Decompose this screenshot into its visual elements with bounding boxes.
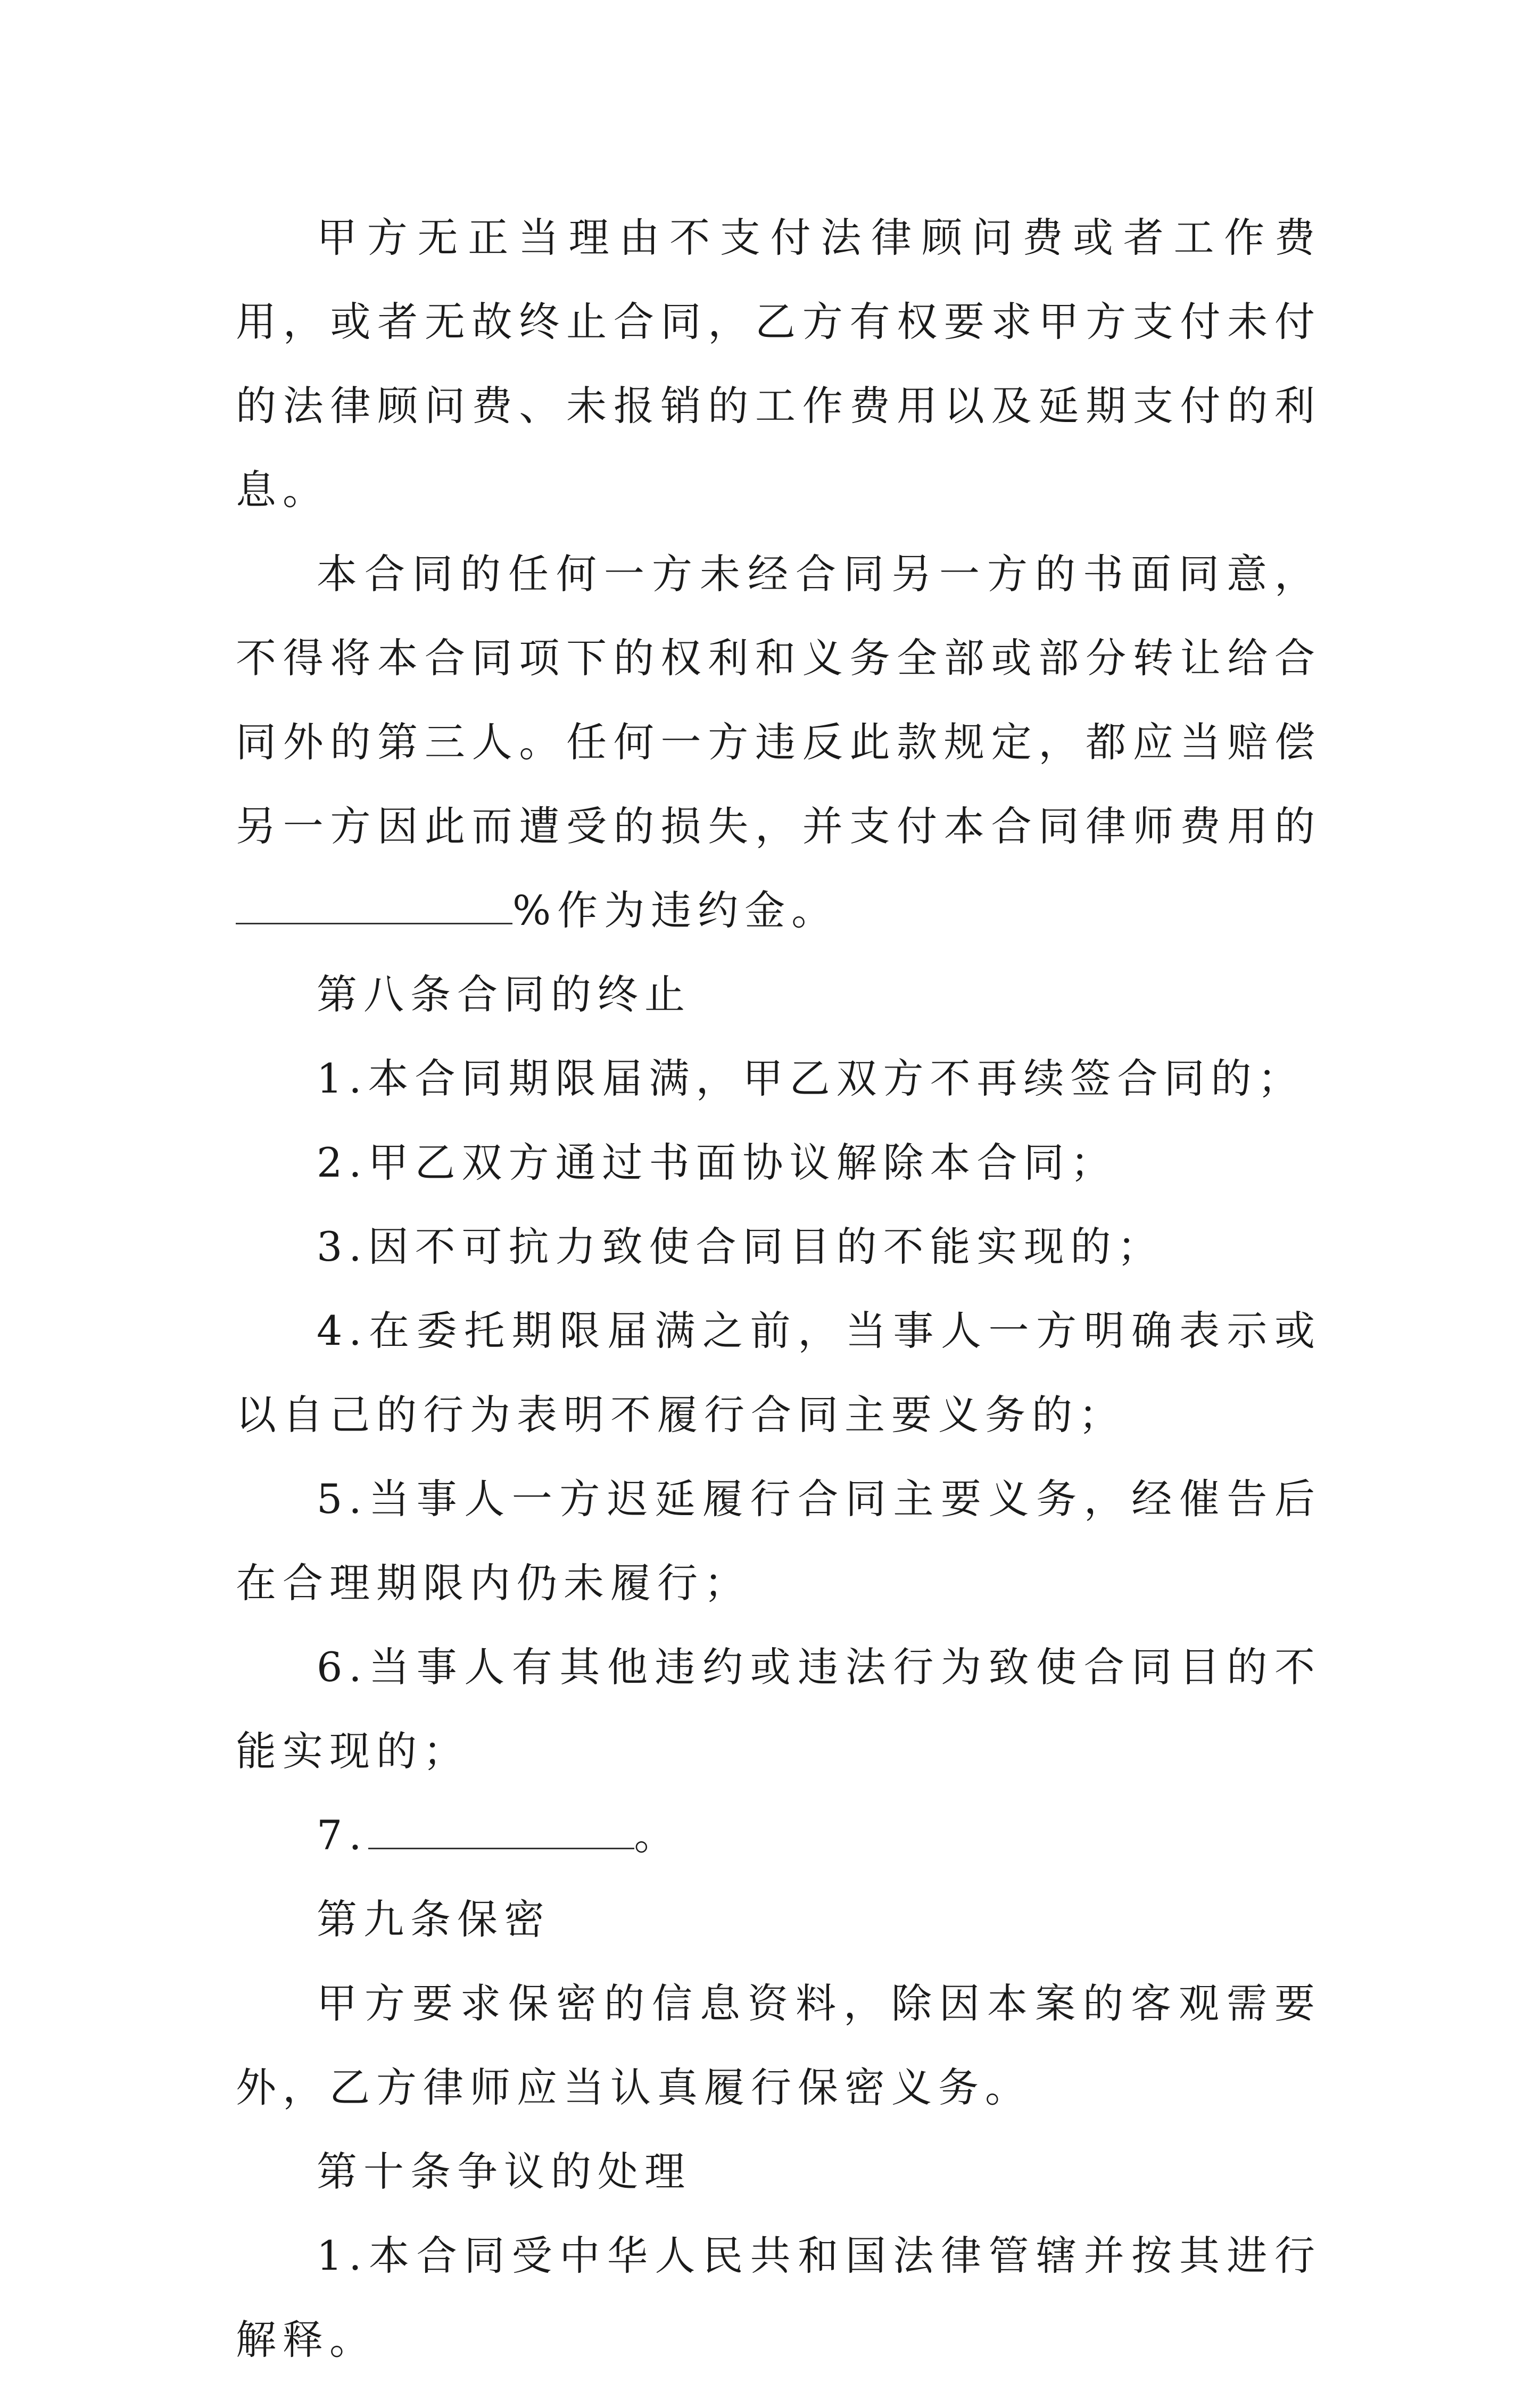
- document-body: [236, 196, 1321, 2382]
- list-item: [236, 1121, 1321, 1205]
- paragraph-text: %作为违约金。: [512, 887, 839, 934]
- section-heading-text: 第九条保密: [317, 1896, 551, 1943]
- paragraph: [236, 532, 1321, 953]
- section-heading: [236, 2130, 1321, 2214]
- list-item-text: 5.当事人一方迟延履行合同主要义务，经催告后在合理期限内仍未履行；: [236, 1475, 1321, 1607]
- list-item: [236, 1457, 1321, 1625]
- section-heading: [236, 953, 1321, 1037]
- list-item: [236, 1289, 1321, 1457]
- paragraph-text: 甲方无正当理由不支付法律顾问费或者工作费用，或者无故终止合同，乙方有权要求甲方支付未付的法律顾问费、未报销的工作费用以及延期支付的利息。: [236, 214, 1321, 514]
- list-item-text: 1.本合同受中华人民共和国法律管辖并按其进行解释。: [236, 2232, 1321, 2363]
- list-item-text: 4.在委托期限届满之前，当事人一方明确表示或以自己的行为表明不履行合同主要义务的；: [236, 1307, 1321, 1438]
- paragraph-text: 甲方要求保密的信息资料，除因本案的客观需要外，乙方律师应当认真履行保密义务。: [236, 1980, 1321, 2111]
- paragraph-text: 本合同的任何一方未经合同另一方的书面同意，不得将本合同项下的权利和义务全部或部分转让给合同外的第三人。任何一方违反此款规定，都应当赔偿另一方因此而遭受的损失，并支付本合同律师费用的: [236, 550, 1321, 850]
- section-heading-text: 第十条争议的处理: [317, 2148, 691, 2195]
- paragraph: [236, 196, 1321, 532]
- list-item: [236, 1037, 1321, 1121]
- list-item-text: 。: [634, 1812, 681, 1859]
- list-item-text: 7.: [317, 1812, 368, 1859]
- section-heading: [236, 1878, 1321, 1962]
- list-item: [236, 1793, 1321, 1878]
- list-item-text: 1.本合同期限届满，甲乙双方不再续签合同的；: [317, 1055, 1305, 1102]
- list-item-text: 6.当事人有其他违约或违法行为致使合同目的不能实现的；: [236, 1643, 1321, 1775]
- list-item-text: 2.甲乙双方通过书面协议解除本合同；: [317, 1139, 1117, 1186]
- list-item: [236, 2214, 1321, 2382]
- paragraph: [236, 1962, 1321, 2130]
- list-item: [236, 1205, 1321, 1289]
- list-item: [236, 1625, 1321, 1793]
- list-item-text: 3.因不可抗力致使合同目的不能实现的；: [317, 1223, 1164, 1270]
- section-heading-text: 第八条合同的终止: [317, 971, 691, 1018]
- fill-in-blank: [368, 1810, 634, 1849]
- fill-in-blank: [236, 886, 512, 924]
